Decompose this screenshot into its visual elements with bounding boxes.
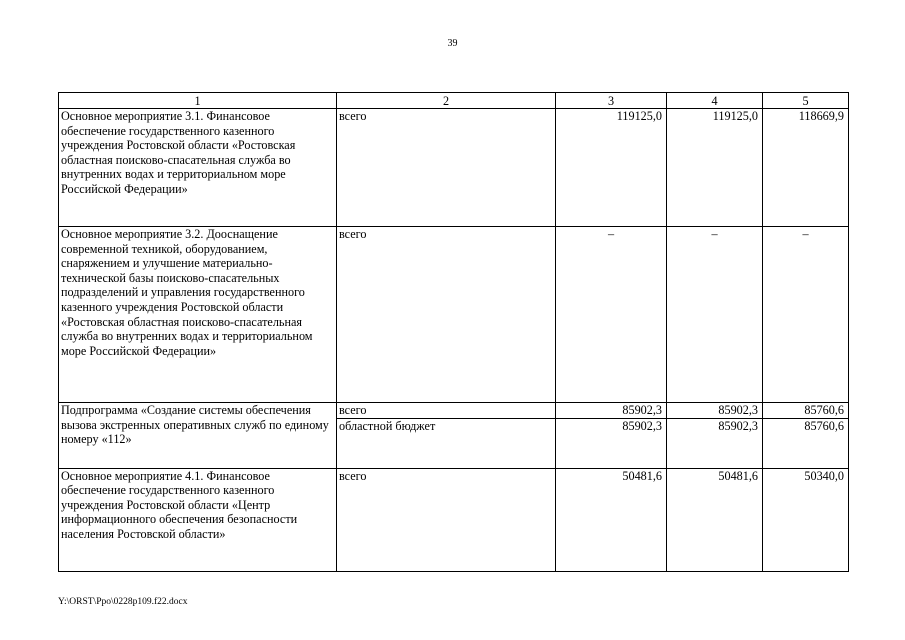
header-cell-3: 3	[556, 93, 667, 109]
row-description: Основное мероприятие 3.1. Финансовое обеспечение государственного казенного учреждения Ростовской области «Ростовская областная поисково-спасательная служба во внутренних водах и территориальном море Российской Федерации»	[59, 109, 337, 227]
table-row	[59, 468, 849, 571]
row-source: областной бюджет	[337, 418, 556, 468]
row-value-5: –	[763, 227, 849, 403]
row-value-4: 85902,3	[667, 418, 763, 468]
table-header-row	[59, 93, 849, 109]
page-number: 39	[447, 38, 458, 49]
row-value-5: 118669,9	[763, 109, 849, 227]
row-value-5: 85760,6	[763, 418, 849, 468]
row-value-4: 50481,6	[667, 468, 763, 571]
row-value-5: 85760,6	[763, 403, 849, 419]
header-cell-1: 1	[59, 93, 337, 109]
row-description: Основное мероприятие 4.1. Финансовое обеспечение государственного казенного учреждения Ростовской области «Центр информационного обеспечения безопасности населения Ростовской области»	[59, 468, 337, 571]
header-cell-5: 5	[763, 93, 849, 109]
table-row	[59, 227, 849, 403]
row-source: всего	[337, 109, 556, 227]
row-value-4: 85902,3	[667, 403, 763, 419]
row-value-3: 119125,0	[556, 109, 667, 227]
file-path-footer: Y:\ORST\Ppo\0228p109.f22.docx	[58, 597, 188, 607]
header-cell-2: 2	[337, 93, 556, 109]
header-cell-4: 4	[667, 93, 763, 109]
row-value-3: 85902,3	[556, 418, 667, 468]
table-row	[59, 403, 849, 419]
budget-table	[58, 92, 849, 572]
row-source: всего	[337, 468, 556, 571]
row-value-4: 119125,0	[667, 109, 763, 227]
row-value-4: –	[667, 227, 763, 403]
row-description: Основное мероприятие 3.2. Дооснащение современной техникой, оборудованием, снаряжением и улучшение материально-технической базы поисково-спасательных подразделений и управления государственного казенного учреждения Ростовской области «Ростовская областная поисково-спасательная служба во внутренних водах и территориальном море Российской Федерации»	[59, 227, 337, 403]
row-description: Подпрограмма «Создание системы обеспечения вызова экстренных оперативных служб по единому номеру «112»	[59, 403, 337, 469]
row-source: всего	[337, 403, 556, 419]
row-source: всего	[337, 227, 556, 403]
row-value-3: –	[556, 227, 667, 403]
row-value-3: 85902,3	[556, 403, 667, 419]
row-value-5: 50340,0	[763, 468, 849, 571]
row-value-3: 50481,6	[556, 468, 667, 571]
table-row	[59, 109, 849, 227]
